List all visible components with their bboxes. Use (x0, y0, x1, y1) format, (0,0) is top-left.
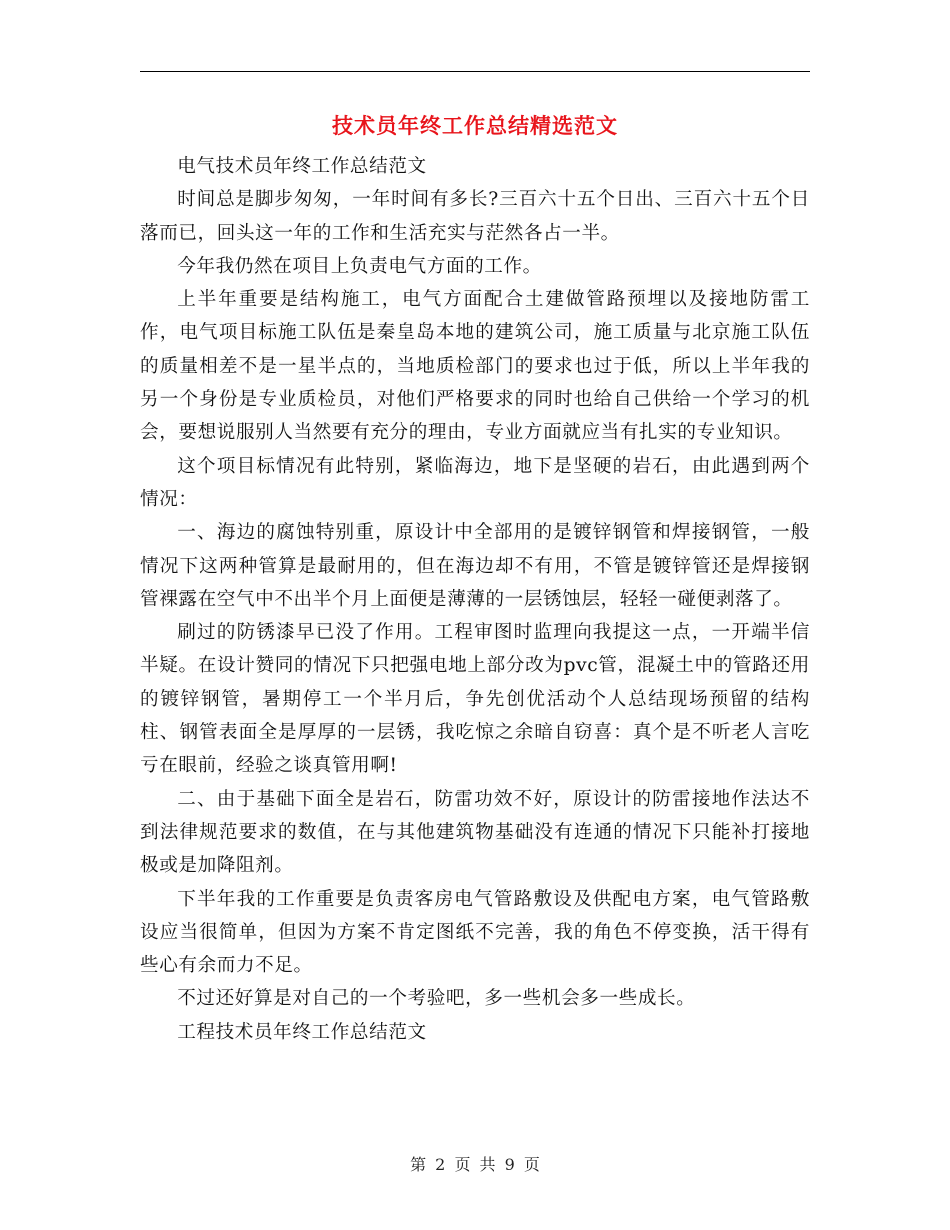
paragraph-subtitle-electrical: 电气技术员年终工作总结范文 (177, 156, 427, 177)
paragraph-role: 今年我仍然在项目上负责电气方面的工作。 (177, 255, 542, 277)
paragraph-rust-paint: 刷过的防锈漆早已没了作用。工程审图时监理向我提这一点，一开端半信半疑。在设计赞同的情况下只把强电地上部分改为pvc管，混凝土中的管路还用的镀锌钢管，暑期停工一个半月后，争先创优活动个人总结现场预留的结构柱、钢管表面全是厚厚的一层锈，我吃惊之余暗自窃喜：真个是不听老人言吃亏在眼前，经验之谈真管用啊! (140, 622, 810, 777)
paragraph-corrosion: 一、海边的腐蚀特别重，原设计中全部用的是镀锌钢管和焊接钢管，一般情况下这两种管算是最耐用的，但在海边却不有用，不管是镀锌管还是焊接钢管裸露在空气中不出半个月上面便是薄薄的一层锈蚀层，轻轻一碰便剥落了。 (140, 522, 810, 610)
header-rule (140, 71, 810, 72)
paragraph-grounding: 二、由于基础下面全是岩石，防雷功效不好，原设计的防雷接地作法达不到法律规范要求的数值，在与其他建筑物基础没有连通的情况下只能补打接地极或是加降阻剂。 (140, 788, 810, 877)
paragraph-subtitle-engineering: 工程技术员年终工作总结范文 (177, 1021, 427, 1043)
paragraph-second-half: 下半年我的工作重要是负责客房电气管路敷设及供配电方案，电气管路敷设应当很简单，但因为方案不肯定图纸不完善，我的角色不停变换，活干得有些心有余而力不足。 (140, 888, 810, 977)
paragraph-first-half: 上半年重要是结构施工，电气方面配合土建做管路预埋以及接地防雷工作，电气项目标施工队伍是秦皇岛本地的建筑公司，施工质量与北京施工队伍的质量相差不是一星半点的，当地质检部门的要求也过于低，所以上半年我的另一个身份是专业质检员，对他们严格要求的同时也给自己供给一个学习的机会，要想说服别人当然要有充分的理由，专业方面就应当有扎实的专业知识。 (140, 289, 810, 444)
document-title: 技术员年终工作总结精选范文 (332, 114, 618, 138)
paragraph-intro: 时间总是脚步匆匆，一年时间有多长?三百六十五个日出、三百六十五个日落而已，回头这一年的工作和生活充实与茫然各占一半。 (140, 189, 810, 244)
page-number-footer: 第 2 页 共 9 页 (410, 1155, 540, 1174)
paragraph-site-conditions: 这个项目标情况有此特别，紧临海边，地下是坚硬的岩石，由此遇到两个情况： (140, 455, 810, 510)
paragraph-growth: 不过还好算是对自己的一个考验吧，多一些机会多一些成长。 (177, 988, 696, 1010)
document-body (140, 150, 810, 1049)
